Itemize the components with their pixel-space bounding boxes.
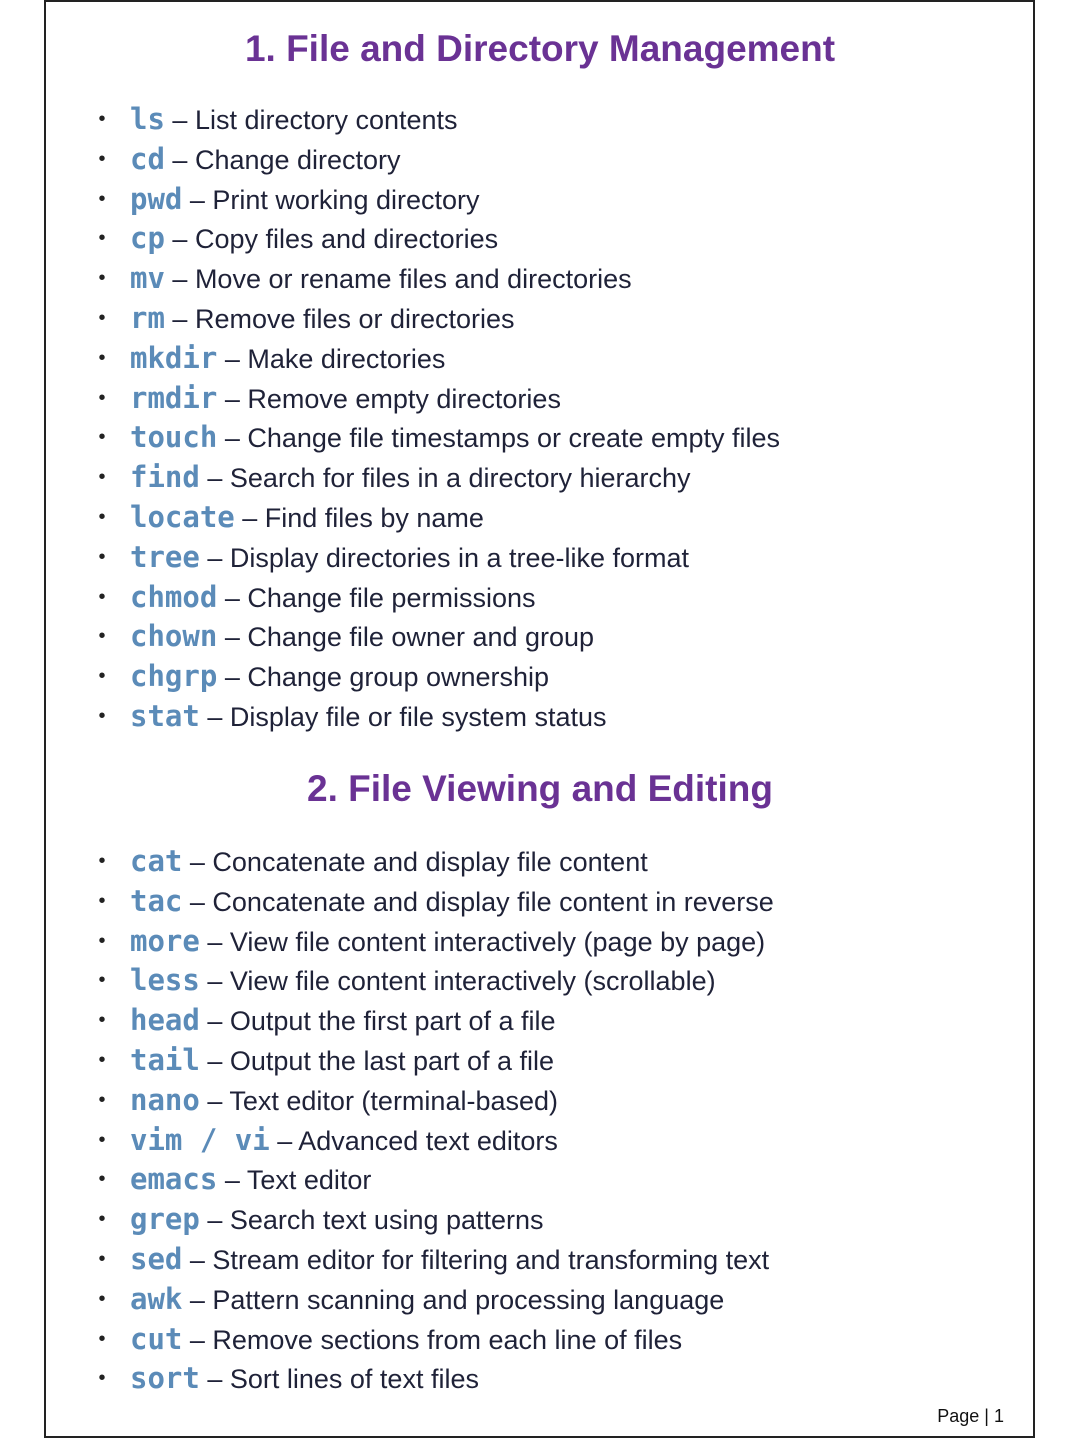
command-name: chmod bbox=[130, 579, 218, 614]
bullet-icon: • bbox=[98, 1208, 106, 1231]
command-entry bbox=[130, 458, 691, 503]
command-entry bbox=[130, 1121, 558, 1166]
bullet-icon: • bbox=[98, 969, 106, 992]
bullet-icon: • bbox=[98, 1048, 106, 1071]
command-name: grep bbox=[130, 1202, 200, 1237]
command-description: – Output the first part of a file bbox=[199, 1006, 556, 1037]
command-name: head bbox=[130, 1003, 200, 1038]
command-description: – Display directories in a tree-like format bbox=[199, 542, 690, 573]
command-name: mkdir bbox=[130, 340, 218, 375]
command-description: – Print working directory bbox=[182, 184, 480, 215]
command-description: – Sort lines of text files bbox=[199, 1364, 479, 1395]
command-description: – View file content interactively (scrollable) bbox=[199, 966, 716, 997]
command-entry bbox=[130, 219, 498, 264]
command-description: – List directory contents bbox=[164, 105, 458, 135]
command-description: – Pattern scanning and processing language bbox=[182, 1284, 725, 1315]
command-description: – Search text using patterns bbox=[199, 1205, 544, 1236]
command-name: cp bbox=[130, 221, 165, 256]
bullet-icon: • bbox=[98, 187, 106, 210]
command-entry bbox=[130, 259, 632, 304]
bullet-icon: • bbox=[98, 267, 106, 290]
command-entry bbox=[130, 140, 401, 185]
command-entry bbox=[130, 180, 480, 225]
command-entry bbox=[130, 922, 765, 967]
command-name: touch bbox=[130, 420, 218, 455]
command-description: – Change file permissions bbox=[217, 582, 536, 613]
bullet-icon: • bbox=[98, 505, 106, 528]
command-name: cd bbox=[130, 141, 165, 176]
command-name: more bbox=[130, 923, 200, 958]
bullet-icon: • bbox=[98, 665, 106, 688]
command-description: – Copy files and directories bbox=[164, 224, 499, 255]
bullet-icon: • bbox=[98, 1327, 106, 1350]
bullet-icon: • bbox=[98, 1287, 106, 1310]
command-description: – Text editor (terminal-based) bbox=[199, 1085, 559, 1116]
bullet-icon: • bbox=[98, 850, 106, 872]
command-entry bbox=[130, 1240, 769, 1285]
command-name: tail bbox=[130, 1042, 200, 1077]
command-name: pwd bbox=[130, 181, 183, 216]
command-description: – Change directory bbox=[164, 144, 401, 175]
command-description: – Stream editor for filtering and transforming text bbox=[182, 1244, 770, 1275]
command-description: – Change file timestamps or create empty files bbox=[217, 423, 781, 454]
command-description: – Text editor bbox=[217, 1165, 372, 1196]
command-description: – View file content interactively (page by page) bbox=[199, 926, 766, 957]
bullet-icon: • bbox=[98, 704, 106, 727]
command-description: – Change group ownership bbox=[217, 662, 550, 693]
bullet-icon: • bbox=[98, 1128, 106, 1151]
bullet-icon: • bbox=[98, 346, 106, 369]
command-entry bbox=[130, 339, 445, 384]
command-description: – Search for files in a directory hierarchy bbox=[199, 463, 691, 494]
bullet-icon: • bbox=[98, 1367, 106, 1390]
command-name: tac bbox=[130, 883, 183, 918]
bullet-icon: • bbox=[98, 1247, 106, 1270]
command-entry bbox=[130, 1081, 558, 1126]
command-entry bbox=[130, 617, 594, 662]
command-name: less bbox=[130, 963, 200, 998]
command-description: – Advanced text editors bbox=[269, 1125, 558, 1156]
command-name: tree bbox=[130, 539, 200, 574]
command-description: – Find files by name bbox=[234, 502, 484, 533]
command-name: rm bbox=[130, 300, 165, 335]
command-entry bbox=[130, 1200, 544, 1245]
command-name: rmdir bbox=[130, 380, 218, 415]
command-entry bbox=[130, 299, 515, 344]
command-name: vim / vi bbox=[130, 1122, 270, 1157]
command-name: nano bbox=[130, 1082, 200, 1117]
command-name: chown bbox=[130, 619, 218, 654]
command-entry bbox=[130, 1320, 682, 1365]
command-description: – Concatenate and display file content bbox=[182, 847, 648, 877]
command-entry bbox=[130, 379, 561, 424]
page-number-footer: Page | 1 bbox=[937, 1406, 1004, 1426]
command-description: – Remove files or directories bbox=[164, 303, 515, 334]
section-title-file-directory-management: 1. File and Directory Management bbox=[244, 28, 836, 69]
bullet-icon: • bbox=[98, 929, 106, 952]
command-entry bbox=[130, 498, 484, 543]
command-description: – Change file owner and group bbox=[217, 622, 595, 653]
command-name: stat bbox=[130, 698, 200, 733]
bullet-icon: • bbox=[98, 227, 106, 250]
command-description: – Concatenate and display file content in reverse bbox=[182, 886, 774, 917]
command-entry bbox=[130, 578, 535, 623]
command-description: – Remove empty directories bbox=[217, 383, 561, 414]
command-entry bbox=[130, 842, 648, 887]
command-name: locate bbox=[130, 499, 235, 534]
command-name: emacs bbox=[130, 1162, 218, 1197]
command-entry bbox=[130, 697, 606, 742]
command-entry bbox=[130, 1280, 724, 1325]
bullet-icon: • bbox=[98, 1168, 106, 1191]
command-entry bbox=[130, 961, 716, 1006]
bullet-icon: • bbox=[98, 108, 106, 130]
bullet-icon: • bbox=[98, 1088, 106, 1111]
command-entry bbox=[130, 1041, 554, 1086]
command-name: mv bbox=[130, 261, 165, 296]
command-name: cut bbox=[130, 1321, 183, 1356]
command-name: cat bbox=[130, 844, 183, 878]
command-name: find bbox=[130, 460, 200, 495]
command-description: – Remove sections from each line of files bbox=[182, 1324, 683, 1355]
bullet-icon: • bbox=[98, 889, 106, 912]
command-name: ls bbox=[130, 102, 165, 136]
bullet-icon: • bbox=[98, 386, 106, 409]
command-description: – Make directories bbox=[217, 343, 446, 374]
command-entry bbox=[130, 418, 780, 463]
bullet-icon: • bbox=[98, 147, 106, 170]
command-description: – Output the last part of a file bbox=[199, 1045, 555, 1076]
bullet-icon: • bbox=[98, 585, 106, 608]
section-title-file-viewing-editing: 2. File Viewing and Editing bbox=[307, 768, 773, 809]
command-name: sed bbox=[130, 1241, 183, 1276]
command-entry bbox=[130, 657, 549, 702]
command-name: awk bbox=[130, 1281, 183, 1316]
command-entry bbox=[130, 1359, 479, 1404]
command-entry bbox=[130, 1160, 371, 1205]
command-entry bbox=[130, 100, 458, 145]
command-description: – Display file or file system status bbox=[199, 701, 607, 732]
command-entry bbox=[130, 1001, 556, 1046]
command-name: chgrp bbox=[130, 659, 218, 694]
command-entry bbox=[130, 882, 774, 927]
bullet-icon: • bbox=[98, 545, 106, 568]
bullet-icon: • bbox=[98, 426, 106, 449]
command-entry bbox=[130, 538, 689, 583]
command-name: sort bbox=[130, 1361, 200, 1396]
bullet-icon: • bbox=[98, 625, 106, 648]
bullet-icon: • bbox=[98, 1009, 106, 1032]
bullet-icon: • bbox=[98, 466, 106, 489]
command-description: – Move or rename files and directories bbox=[164, 264, 632, 295]
bullet-icon: • bbox=[98, 306, 106, 329]
